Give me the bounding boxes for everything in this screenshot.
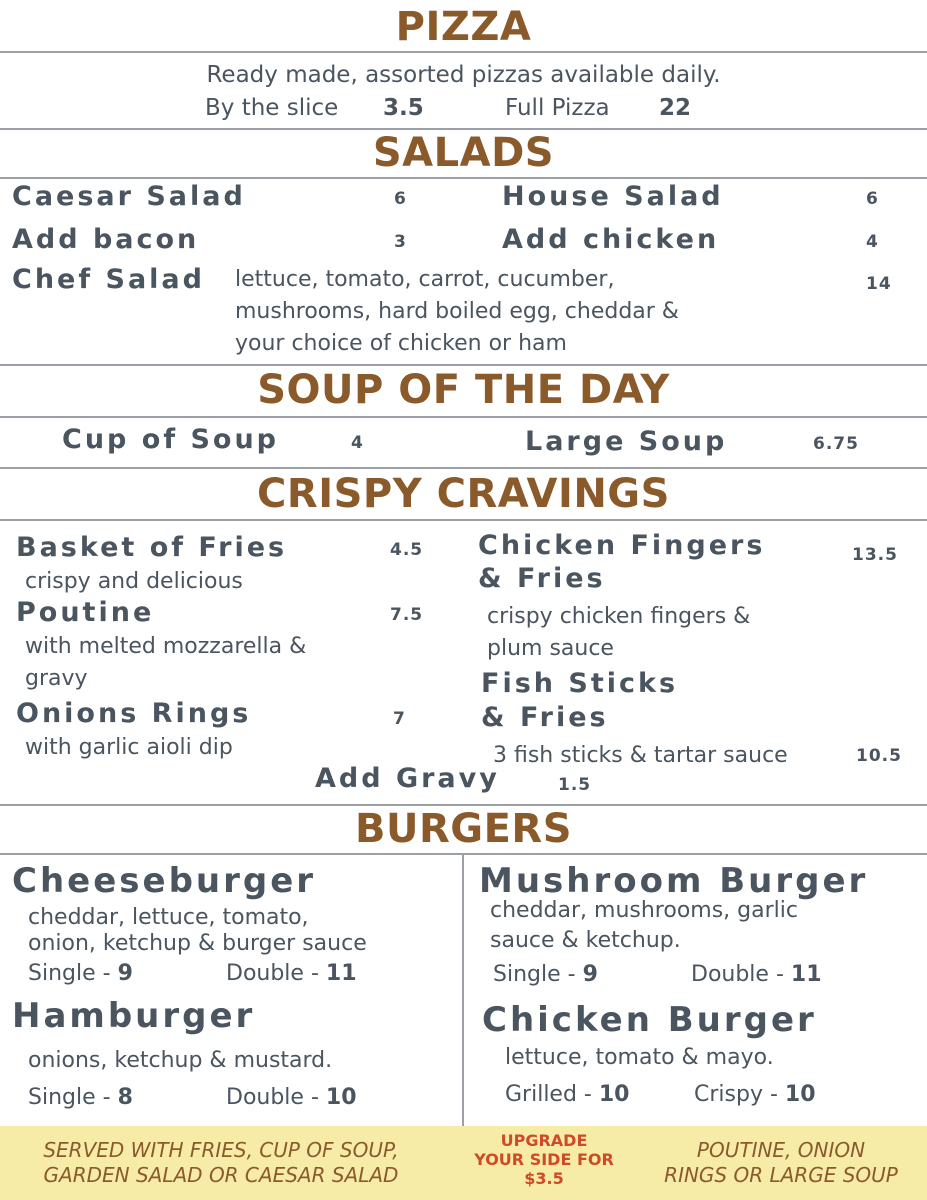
chicken-burger-desc: lettuce, tomato & mayo. [505, 1045, 774, 1070]
mushroom-burger-single: Single - 9 [493, 962, 598, 987]
chef-salad-desc: your choice of chicken or ham [235, 331, 567, 356]
cheeseburger-desc: cheddar, lettuce, tomato, [28, 905, 309, 930]
fish-desc: 3 fish sticks & tartar sauce [493, 743, 788, 768]
divider [0, 519, 927, 521]
fish-price: 10.5 [856, 746, 902, 766]
fingers-name: Chicken Fingers [478, 530, 766, 561]
poutine-desc: with melted mozzarella & [25, 634, 307, 659]
salad-item-name: House Salad [502, 181, 724, 212]
hamburger-double: Double - 10 [226, 1085, 357, 1110]
fingers-desc: crispy chicken fingers & [487, 604, 751, 629]
divider [0, 51, 927, 53]
fish-name: & Fries [481, 702, 609, 733]
hamburger-single: Single - 8 [28, 1085, 133, 1110]
burgers-heading: BURGERS [354, 806, 573, 852]
salad-item-name: Add chicken [502, 224, 720, 255]
pizza-description: Ready made, assorted pizzas available daily. [206, 62, 721, 88]
salad-item-price: 3 [394, 232, 407, 252]
chicken-burger-grilled: Grilled - 10 [505, 1082, 630, 1107]
fingers-desc: plum sauce [487, 636, 614, 661]
banner-upgrade-text: UPGRADE YOUR SIDE FOR $3.5 [474, 1131, 614, 1188]
fries-price: 4.5 [390, 540, 424, 560]
soup-heading: SOUP OF THE DAY [257, 367, 670, 413]
chef-salad-name: Chef Salad [12, 264, 205, 295]
cheeseburger-desc: onion, ketchup & burger sauce [28, 931, 367, 956]
cheeseburger-name: Cheeseburger [12, 861, 317, 901]
rings-desc: with garlic aioli dip [25, 735, 233, 760]
banner-sides-text: SERVED WITH FRIES, CUP OF SOUP, GARDEN SALAD OR CAESAR SALAD [43, 1138, 399, 1187]
fries-name: Basket of Fries [16, 532, 288, 563]
divider [0, 364, 927, 366]
pizza-full-label: Full Pizza [505, 95, 610, 121]
mushroom-burger-double: Double - 11 [691, 962, 822, 987]
large-soup-name: Large Soup [525, 426, 728, 457]
gravy-price: 1.5 [558, 775, 592, 795]
chicken-burger-name: Chicken Burger [482, 1000, 817, 1040]
salad-item-price: 6 [394, 189, 407, 209]
salads-heading: SALADS [372, 130, 555, 176]
pizza-slice-label: By the slice [205, 95, 339, 121]
pizza-full-price: 22 [659, 95, 692, 121]
pizza-slice-price: 3.5 [383, 95, 424, 121]
fingers-name: & Fries [478, 563, 606, 594]
divider [0, 467, 927, 469]
poutine-desc: gravy [25, 666, 88, 691]
chef-salad-price: 14 [866, 274, 892, 294]
pizza-heading: PIZZA [395, 4, 532, 50]
cheeseburger-double: Double - 11 [226, 961, 357, 986]
hamburger-desc: onions, ketchup & mustard. [28, 1048, 333, 1073]
rings-name: Onions Rings [16, 698, 252, 729]
salad-item-name: Add bacon [12, 224, 200, 255]
fries-desc: crispy and delicious [25, 569, 243, 594]
poutine-name: Poutine [16, 597, 155, 628]
chicken-burger-crispy: Crispy - 10 [694, 1082, 816, 1107]
salad-item-name: Caesar Salad [12, 181, 246, 212]
banner-upgrade-options: POUTINE, ONION RINGS OR LARGE SOUP [664, 1138, 898, 1187]
cup-soup-price: 4 [351, 433, 364, 453]
cup-soup-name: Cup of Soup [62, 424, 280, 455]
column-divider [462, 855, 464, 1126]
crispy-heading: CRISPY CRAVINGS [257, 471, 670, 517]
mushroom-burger-desc: sauce & ketchup. [490, 928, 681, 953]
salad-item-price: 4 [866, 232, 879, 252]
large-soup-price: 6.75 [813, 434, 859, 454]
gravy-name: Add Gravy [315, 763, 500, 794]
mushroom-burger-desc: cheddar, mushrooms, garlic [490, 898, 798, 923]
cheeseburger-single: Single - 9 [28, 961, 133, 986]
fingers-price: 13.5 [852, 545, 898, 565]
fish-name: Fish Sticks [481, 668, 679, 699]
divider [0, 416, 927, 418]
rings-price: 7 [393, 709, 406, 729]
salad-item-price: 6 [866, 189, 879, 209]
chef-salad-desc: mushrooms, hard boiled egg, cheddar & [235, 299, 679, 324]
mushroom-burger-name: Mushroom Burger [479, 861, 869, 901]
chef-salad-desc: lettuce, tomato, carrot, cucumber, [235, 267, 615, 292]
poutine-price: 7.5 [390, 605, 424, 625]
sides-banner [0, 1126, 927, 1200]
divider [0, 177, 927, 179]
hamburger-name: Hamburger [12, 996, 256, 1036]
